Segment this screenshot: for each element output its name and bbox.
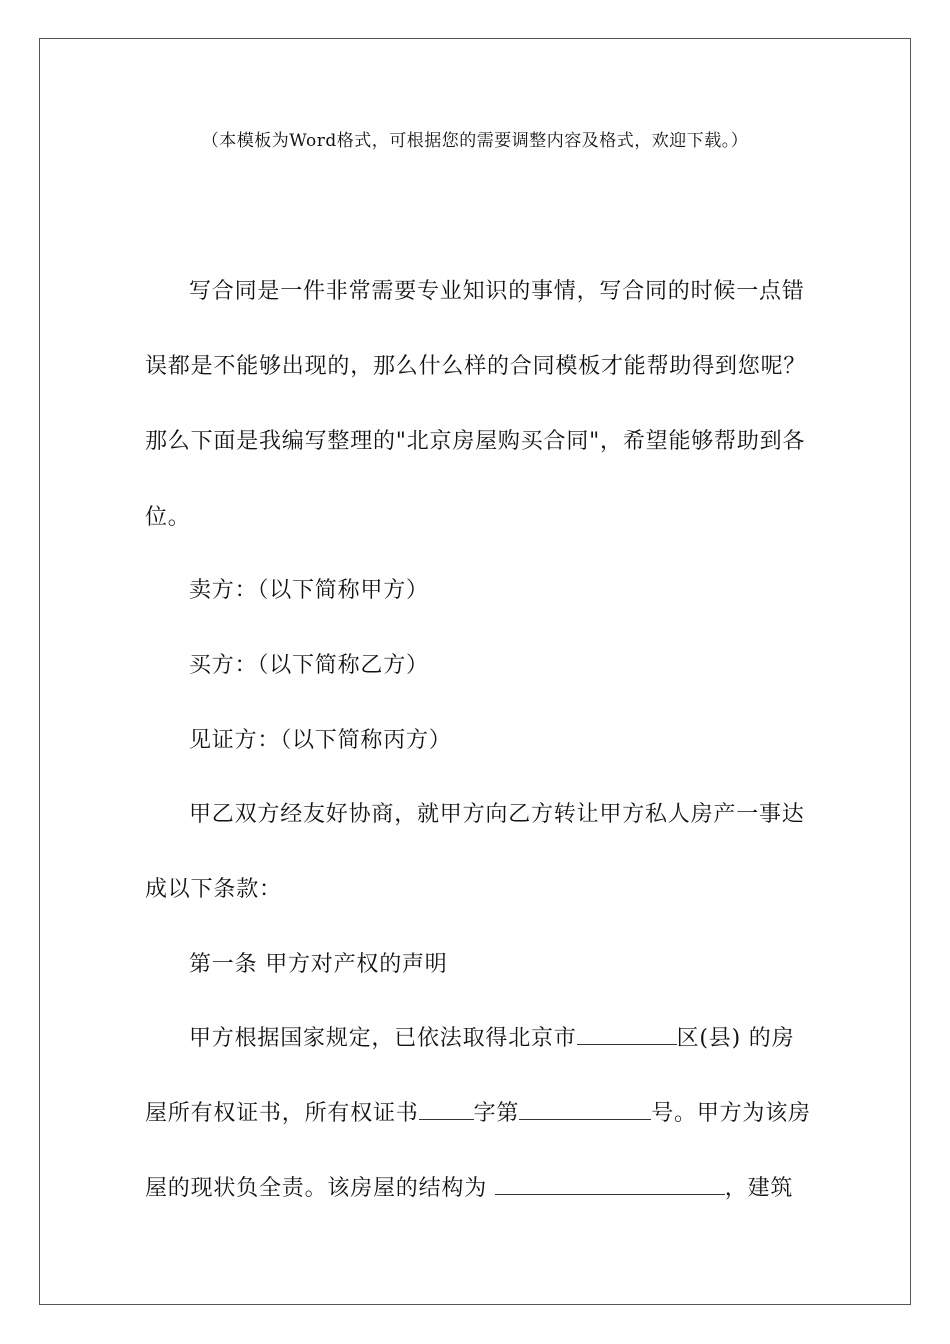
seller-line: 卖方：（以下简称甲方） <box>189 578 429 603</box>
article-1-text: ，建筑 <box>724 1176 794 1201</box>
certificate-number-blank <box>519 1101 651 1120</box>
article-1-text: 屋的现状负全责。该房屋的结构为 <box>145 1176 495 1201</box>
article-1-line-3 <box>145 1171 793 1202</box>
template-note: （本模板为Word格式，可根据您的需要调整内容及格式，欢迎下载。） <box>201 131 749 151</box>
agreement-line-1: 甲乙双方经友好协商，就甲方向乙方转让甲方私人房产一事达 <box>189 802 805 827</box>
article-1-line-1 <box>189 1021 794 1052</box>
article-1-text: 甲方根据国家规定，已依法取得北京市 <box>189 1026 577 1051</box>
article-1-title: 第一条 甲方对产权的声明 <box>189 952 448 977</box>
intro-line-1: 写合同是一件非常需要专业知识的事情，写合同的时候一点错 <box>189 279 805 304</box>
witness-line: 见证方：（以下简称丙方） <box>189 728 452 753</box>
article-1-line-2 <box>145 1096 811 1127</box>
article-1-text: 号。甲方为该房 <box>651 1101 811 1126</box>
certificate-word-blank <box>419 1101 474 1120</box>
district-blank <box>577 1026 677 1045</box>
article-1-text: 屋所有权证书，所有权证书 <box>145 1101 419 1126</box>
agreement-line-2: 成以下条款： <box>145 877 282 902</box>
article-1-text: 字第 <box>473 1101 520 1126</box>
buyer-line: 买方：（以下简称乙方） <box>189 653 429 678</box>
intro-line-2: 误都是不能够出现的，那么什么样的合同模板才能帮助得到您呢？ <box>145 354 807 379</box>
article-1-text: 区(县) 的房 <box>676 1026 795 1051</box>
intro-line-4: 位。 <box>145 505 191 530</box>
structure-blank <box>495 1176 725 1195</box>
intro-line-3: 那么下面是我编写整理的"北京房屋购买合同"，希望能够帮助到各 <box>145 429 806 454</box>
